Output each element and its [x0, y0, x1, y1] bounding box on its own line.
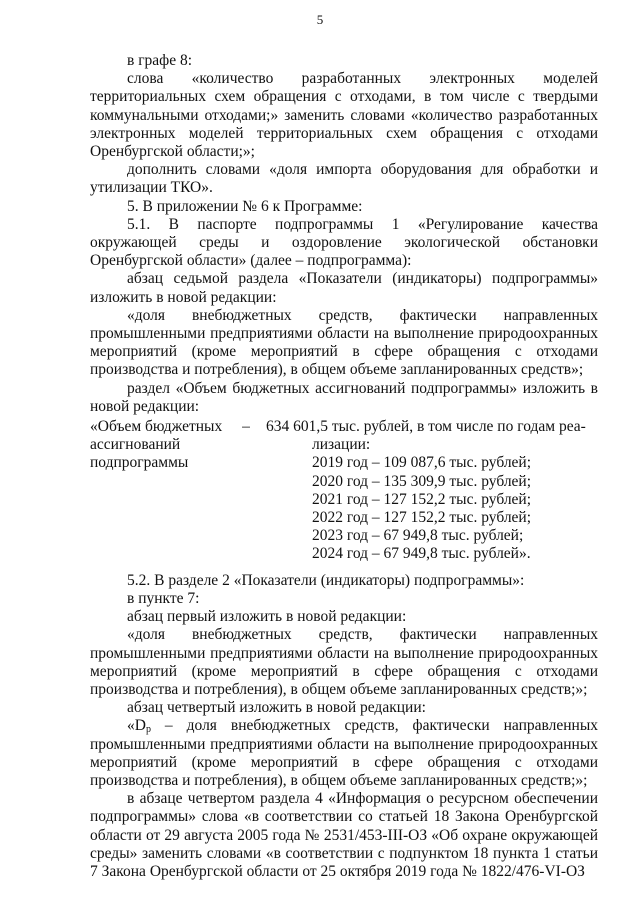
- budget-year-line: 2020 год – 135 309,9 тыс. рублей;: [312, 472, 532, 490]
- paragraph: 5.1. В паспорте подпрограммы 1 «Регулирование качества окружающей среды и оздоровление экологической обстановки Оренбургской области» (далее – подпрограмма):: [90, 215, 598, 270]
- budget-label: «Объем бюджетных ассигнований подпрограммы: [90, 418, 223, 472]
- document-body: [90, 52, 598, 881]
- paragraph: дополнить словами «доля импорта оборудования для обработки и утилизации ТКО».: [90, 161, 598, 197]
- budget-values: 634 601,5 тыс. рублей, в том числе по годам реа- лизации: 2019 год – 109 087,6 тыс. рублей; 2020 год – 135 309,9 тыс. рублей; 2021 год – 127 152,2 тыс. рублей; 2022 год – 127 152,2 тыс. рублей; 2023 год – 67 949,8 тыс. рублей; 2024 год – 67 949,8 тыс. рублей».: [266, 418, 598, 564]
- page-number: 5: [316, 12, 324, 27]
- formula-paragraph: «$D_p$ – доля внебюджетных средств, фактически направленных промышленными предприятиями области на выполнение природоохранных мероприятий (кроме мероприятий в сфере обращения с отходами производства и потребления), в общем объеме запланированных средств;»;: [90, 717, 598, 789]
- paragraph: абзац первый изложить в новой редакции:: [127, 608, 407, 626]
- paragraph: в графе 8:: [127, 52, 193, 69]
- quoted-paragraph: «доля внебюджетных средств, фактически направленных промышленными предприятиями области на выполнение природоохранных мероприятий (кроме мероприятий в сфере обращения с отходами производства и потребления), в общем объеме запланированных средств;»;: [90, 626, 598, 698]
- paragraph: в пункте 7:: [127, 589, 200, 607]
- budget-dash: –: [242, 418, 250, 436]
- budget-year-line: 2021 год – 127 152,2 тыс. рублей;: [312, 490, 532, 508]
- budget-year-line: 2024 год – 67 949,8 тыс. рублей».: [312, 545, 531, 563]
- paragraph: 5. В приложении № 6 к Программе:: [127, 197, 363, 215]
- quoted-paragraph: «доля внебюджетных средств, фактически направленных промышленными предприятиями области на выполнение природоохранных мероприятий (кроме мероприятий в сфере обращения с отходами производства и потребления), в общем объеме запланированных средств»;: [90, 306, 598, 379]
- budget-block: [90, 418, 598, 564]
- paragraph: слова «количество разработанных электронных моделей территориальных схем обращения с отходами, в том числе с твердыми коммунальными отходами;» заменить словами «количество разработанных электронных моделей территориальных схем обращения с отходами Оренбургской области;»;: [90, 70, 598, 161]
- paragraph: в абзаце четвертом раздела 4 «Информация о ресурсном обеспечении подпрограммы» слова «в соответствии со статьей 18 Закона Оренбургской области от 29 августа 2005 года № 2531/453-III-ОЗ «Об охране окружающей среды» заменить словами «в соответствии с подпунктом 18 пункта 1 статьи 7 Закона Оренбургской области от 25 октября 2019 года № 1822/476-VI-ОЗ: [90, 790, 598, 880]
- budget-year-line: 2019 год – 109 087,6 тыс. рублей;: [312, 454, 532, 472]
- paragraph: 5.2. В разделе 2 «Показатели (индикаторы) подпрограммы»:: [127, 571, 525, 589]
- paragraph: раздел «Объем бюджетных ассигнований подпрограммы» изложить в новой редакции:: [90, 379, 598, 415]
- budget-year-line: 2023 год – 67 949,8 тыс. рублей;: [312, 527, 524, 545]
- paragraph: абзац седьмой раздела «Показатели (индикаторы) подпрограммы» изложить в новой редакции:: [90, 270, 598, 306]
- budget-year-line: 2022 год – 127 152,2 тыс. рублей;: [312, 509, 532, 527]
- paragraph: абзац четвертый изложить в новой редакции:: [127, 699, 426, 717]
